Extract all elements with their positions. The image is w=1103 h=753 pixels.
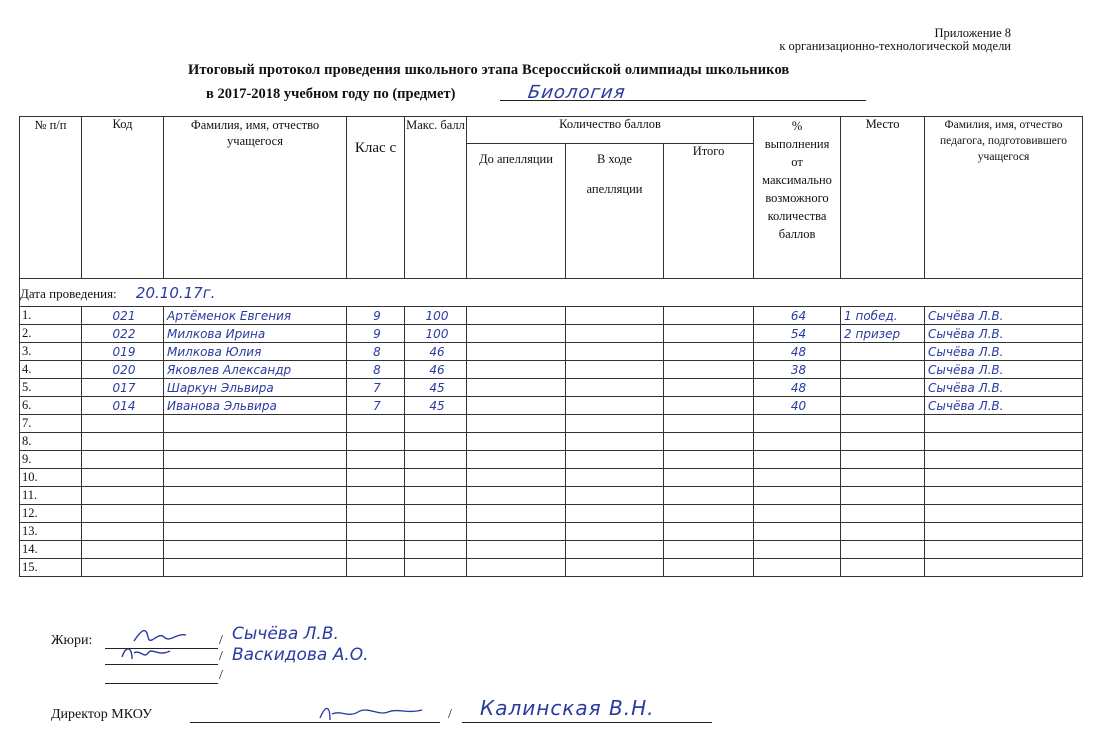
date-row [20,279,1083,307]
row-place [841,415,925,433]
row-number: 10. [20,469,82,487]
row-code: 021 [82,307,164,325]
row-percent [754,505,841,523]
row-max-score [405,451,467,469]
row-teacher: Сычёва Л.В. [925,379,1083,397]
row-class [347,559,405,577]
row-during-appeal [566,307,664,325]
row-total [664,523,754,541]
table-row [20,487,1083,505]
row-during-appeal [566,343,664,361]
row-place [841,361,925,379]
row-percent: 40 [754,397,841,415]
header-num: № п/п [20,117,82,279]
row-code [82,541,164,559]
jury-signature-2 [118,643,178,665]
row-percent [754,433,841,451]
row-percent: 54 [754,325,841,343]
appendix-note [779,27,1011,53]
row-student-name [164,415,347,433]
results-table [19,116,1083,577]
row-number: 9. [20,451,82,469]
row-student-name [164,523,347,541]
row-before-appeal [467,505,566,523]
director-slash: / [448,707,452,722]
row-class: 9 [347,307,405,325]
table-row [20,541,1083,559]
header-before-appeal: До апелляции [467,144,566,279]
row-class [347,415,405,433]
row-before-appeal [467,541,566,559]
row-before-appeal [467,397,566,415]
row-student-name: Яковлев Александр [164,361,347,379]
row-percent [754,523,841,541]
row-teacher [925,451,1083,469]
row-student-name [164,559,347,577]
row-code [82,451,164,469]
row-number: 5. [20,379,82,397]
slash-2: / [219,649,223,664]
table-row [20,451,1083,469]
row-code: 017 [82,379,164,397]
row-during-appeal [566,379,664,397]
row-teacher: Сычёва Л.В. [925,307,1083,325]
row-max-score [405,505,467,523]
row-max-score: 45 [405,397,467,415]
row-number: 11. [20,487,82,505]
row-total [664,433,754,451]
row-max-score [405,433,467,451]
row-before-appeal [467,559,566,577]
page-title: Итоговый протокол проведения школьного этапа Всероссийской олимпиады школьников [188,62,790,78]
row-percent [754,415,841,433]
header-percent: % выполнения от максимально возможного количества баллов [754,117,841,279]
page-subtitle: в 2017-2018 учебном году по (предмет) [206,86,456,102]
row-percent [754,559,841,577]
row-class [347,541,405,559]
row-total [664,487,754,505]
appendix-line-2: к организационно-технологической модели [779,39,1011,53]
row-code [82,433,164,451]
row-percent [754,487,841,505]
slash-1: / [219,633,223,648]
row-teacher [925,559,1083,577]
table-row [20,523,1083,541]
row-before-appeal [467,307,566,325]
jury-signature-line-3 [105,683,218,684]
row-number: 1. [20,307,82,325]
row-percent: 48 [754,379,841,397]
row-percent: 48 [754,343,841,361]
table-row [20,559,1083,577]
row-teacher: Сычёва Л.В. [925,361,1083,379]
row-max-score: 46 [405,361,467,379]
row-total [664,559,754,577]
row-student-name: Артёменок Евгения [164,307,347,325]
row-place [841,379,925,397]
date-value: 20.10.17г. [135,283,216,302]
row-before-appeal [467,415,566,433]
row-code [82,559,164,577]
row-percent: 38 [754,361,841,379]
header-place: Место [841,117,925,279]
row-max-score [405,487,467,505]
row-during-appeal [566,559,664,577]
row-total [664,325,754,343]
row-place [841,541,925,559]
row-place [841,469,925,487]
director-signature [318,702,428,724]
row-teacher [925,469,1083,487]
row-percent [754,451,841,469]
row-during-appeal [566,361,664,379]
jury-member-1: Сычёва Л.В. [232,624,339,644]
row-student-name [164,505,347,523]
header-during-appeal: В ходе апелляции [566,144,664,279]
row-code [82,523,164,541]
row-student-name [164,469,347,487]
row-max-score [405,523,467,541]
row-during-appeal [566,451,664,469]
row-student-name: Милкова Ирина [164,325,347,343]
header-total: Итого [664,144,754,279]
row-percent [754,541,841,559]
row-before-appeal [467,487,566,505]
row-teacher [925,487,1083,505]
row-place: 1 побед. [841,307,925,325]
row-place [841,523,925,541]
row-max-score: 45 [405,379,467,397]
row-teacher [925,433,1083,451]
row-number: 6. [20,397,82,415]
row-before-appeal [467,325,566,343]
row-max-score [405,469,467,487]
row-percent: 64 [754,307,841,325]
row-before-appeal [467,361,566,379]
table-row [20,433,1083,451]
jury-label: Жюри: [51,633,93,648]
row-code: 014 [82,397,164,415]
header-code: Код [82,117,164,279]
row-number: 15. [20,559,82,577]
row-before-appeal [467,379,566,397]
row-total [664,397,754,415]
header-score-group: Количество баллов [467,117,754,144]
row-code: 022 [82,325,164,343]
row-before-appeal [467,343,566,361]
row-place [841,505,925,523]
table-row [20,307,1083,325]
table-row [20,361,1083,379]
director-label: Директор МКОУ [51,707,152,722]
jury-member-2: Васкидова А.О. [232,645,369,665]
row-number: 8. [20,433,82,451]
subject-handwritten: Биология [526,82,628,103]
row-student-name: Иванова Эльвира [164,397,347,415]
row-during-appeal [566,325,664,343]
row-max-score [405,415,467,433]
row-class [347,505,405,523]
row-during-appeal [566,397,664,415]
table-row [20,415,1083,433]
header-class: Клас с [347,117,405,279]
row-class: 7 [347,397,405,415]
row-place [841,451,925,469]
header-student-name: Фамилия, имя, отчество учащегося [164,117,347,279]
row-place [841,397,925,415]
row-before-appeal [467,433,566,451]
row-number: 4. [20,361,82,379]
row-student-name: Шаркун Эльвира [164,379,347,397]
table-row [20,469,1083,487]
row-total [664,505,754,523]
row-total [664,541,754,559]
row-percent [754,469,841,487]
row-place [841,487,925,505]
row-max-score [405,541,467,559]
row-code: 020 [82,361,164,379]
row-class: 8 [347,343,405,361]
header-max-score: Макс. балл [405,117,467,279]
row-teacher [925,415,1083,433]
director-name-line [462,722,712,723]
row-code [82,487,164,505]
header-teacher: Фамилия, имя, отчество педагога, подготовившего учащегося [925,117,1083,279]
row-max-score: 100 [405,307,467,325]
row-max-score: 100 [405,325,467,343]
row-number: 13. [20,523,82,541]
row-total [664,307,754,325]
row-number: 7. [20,415,82,433]
row-student-name [164,451,347,469]
row-teacher [925,541,1083,559]
row-place [841,343,925,361]
row-total [664,379,754,397]
director-name: Калинская В.Н. [480,696,655,720]
row-class: 8 [347,361,405,379]
row-max-score [405,559,467,577]
row-class [347,433,405,451]
row-during-appeal [566,541,664,559]
slash-3: / [219,668,223,683]
row-teacher: Сычёва Л.В. [925,343,1083,361]
row-before-appeal [467,451,566,469]
row-before-appeal [467,469,566,487]
row-code [82,469,164,487]
row-teacher [925,505,1083,523]
row-number: 12. [20,505,82,523]
row-during-appeal [566,469,664,487]
row-number: 3. [20,343,82,361]
row-before-appeal [467,523,566,541]
date-label: Дата проведения: [20,285,117,301]
row-class [347,469,405,487]
table-row [20,325,1083,343]
row-student-name [164,541,347,559]
row-total [664,343,754,361]
row-teacher [925,523,1083,541]
row-total [664,469,754,487]
row-total [664,361,754,379]
row-student-name [164,487,347,505]
row-code [82,415,164,433]
row-teacher: Сычёва Л.В. [925,397,1083,415]
row-place [841,559,925,577]
row-during-appeal [566,433,664,451]
row-total [664,451,754,469]
appendix-line-1: Приложение 8 [934,26,1011,40]
row-during-appeal [566,415,664,433]
row-code [82,505,164,523]
table-row [20,397,1083,415]
table-row [20,505,1083,523]
row-class [347,523,405,541]
table-row [20,343,1083,361]
row-during-appeal [566,523,664,541]
row-max-score: 46 [405,343,467,361]
row-total [664,415,754,433]
row-student-name [164,433,347,451]
row-number: 2. [20,325,82,343]
row-class [347,451,405,469]
row-during-appeal [566,505,664,523]
row-place [841,433,925,451]
row-teacher: Сычёва Л.В. [925,325,1083,343]
table-row [20,379,1083,397]
row-class: 7 [347,379,405,397]
row-class [347,487,405,505]
row-during-appeal [566,487,664,505]
row-number: 14. [20,541,82,559]
row-student-name: Милкова Юлия [164,343,347,361]
row-place: 2 призер [841,325,925,343]
row-code: 019 [82,343,164,361]
row-class: 9 [347,325,405,343]
